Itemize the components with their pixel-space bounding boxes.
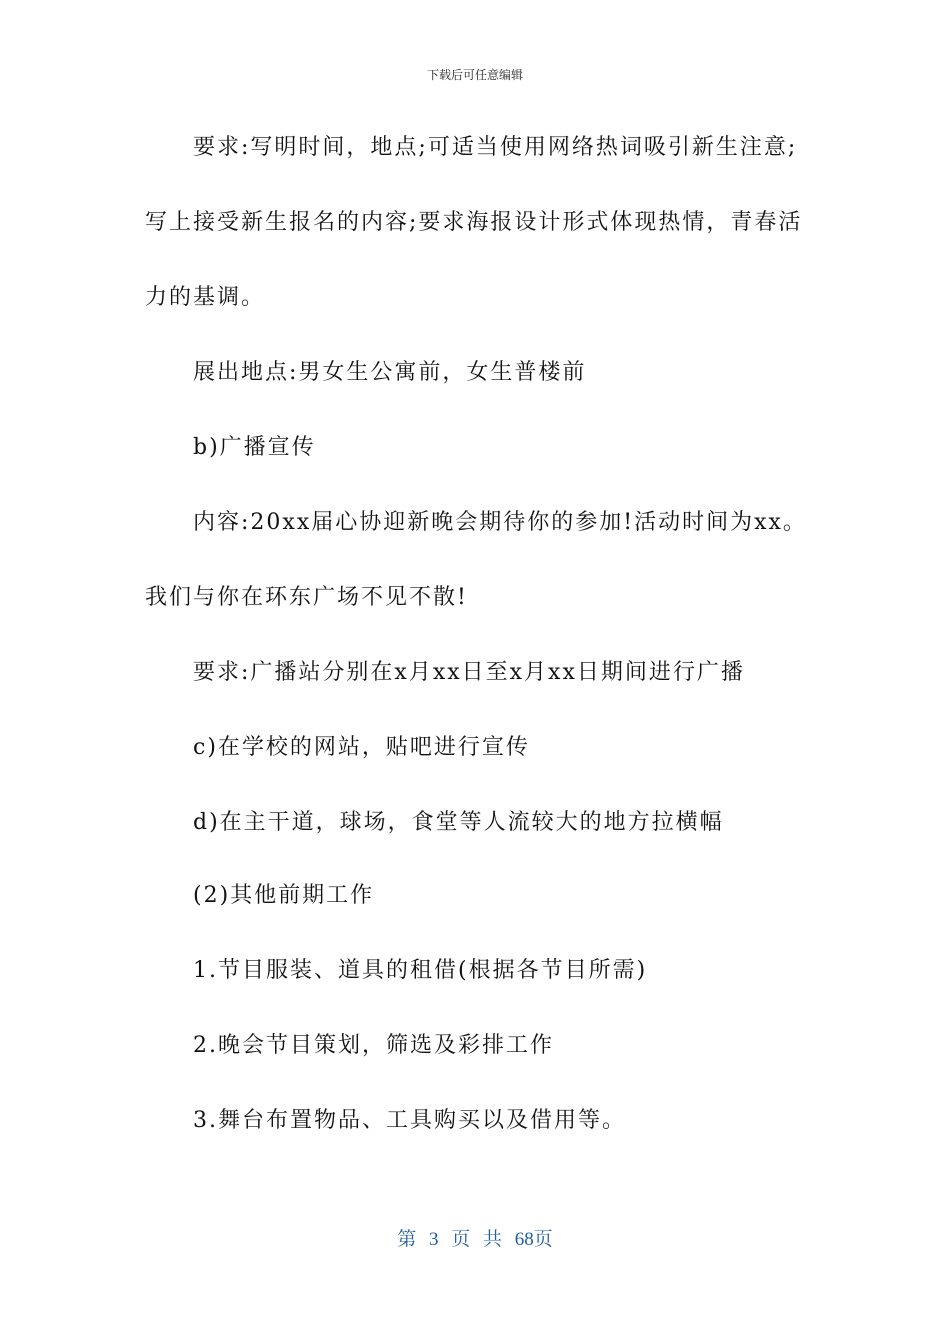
paragraph-line-2: 写上接受新生报名的内容;要求海报设计形式体现热情，青春活 [145,210,803,235]
paragraph-line-1: 要求:写明时间，地点;可适当使用网络热词吸引新生注意; [193,135,798,160]
paragraph-line-9: c)在学校的网站，贴吧进行宣传 [193,735,530,760]
paragraph-line-14: 3.舞台布置物品、工具购买以及借用等。 [193,1108,626,1133]
paragraph-line-6: 内容:20xx届心协迎新晚会期待你的参加!活动时间为xx。 [193,510,807,535]
paragraph-line-12: 1.节目服装、道具的租借(根据各节目所需) [193,958,648,983]
paragraph-line-10: d)在主干道，球场，食堂等人流较大的地方拉横幅 [193,810,724,835]
paragraph-line-7: 我们与你在环东广场不见不散! [145,585,468,610]
paragraph-line-5: b)广播宣传 [193,435,316,460]
paragraph-line-8: 要求:广播站分别在x月xx日至x月xx日期间进行广播 [193,660,745,685]
paragraph-line-4: 展出地点:男女生公寓前，女生普楼前 [193,360,587,385]
paragraph-line-3: 力的基调。 [145,285,266,310]
download-edit-note: 下载后可任意编辑 [426,68,523,82]
paragraph-line-13: 2.晚会节目策划，筛选及彩排工作 [193,1033,554,1058]
paragraph-line-11: (2)其他前期工作 [193,883,375,908]
page-number-footer: 第 3 页 共 68页 [397,1229,553,1250]
